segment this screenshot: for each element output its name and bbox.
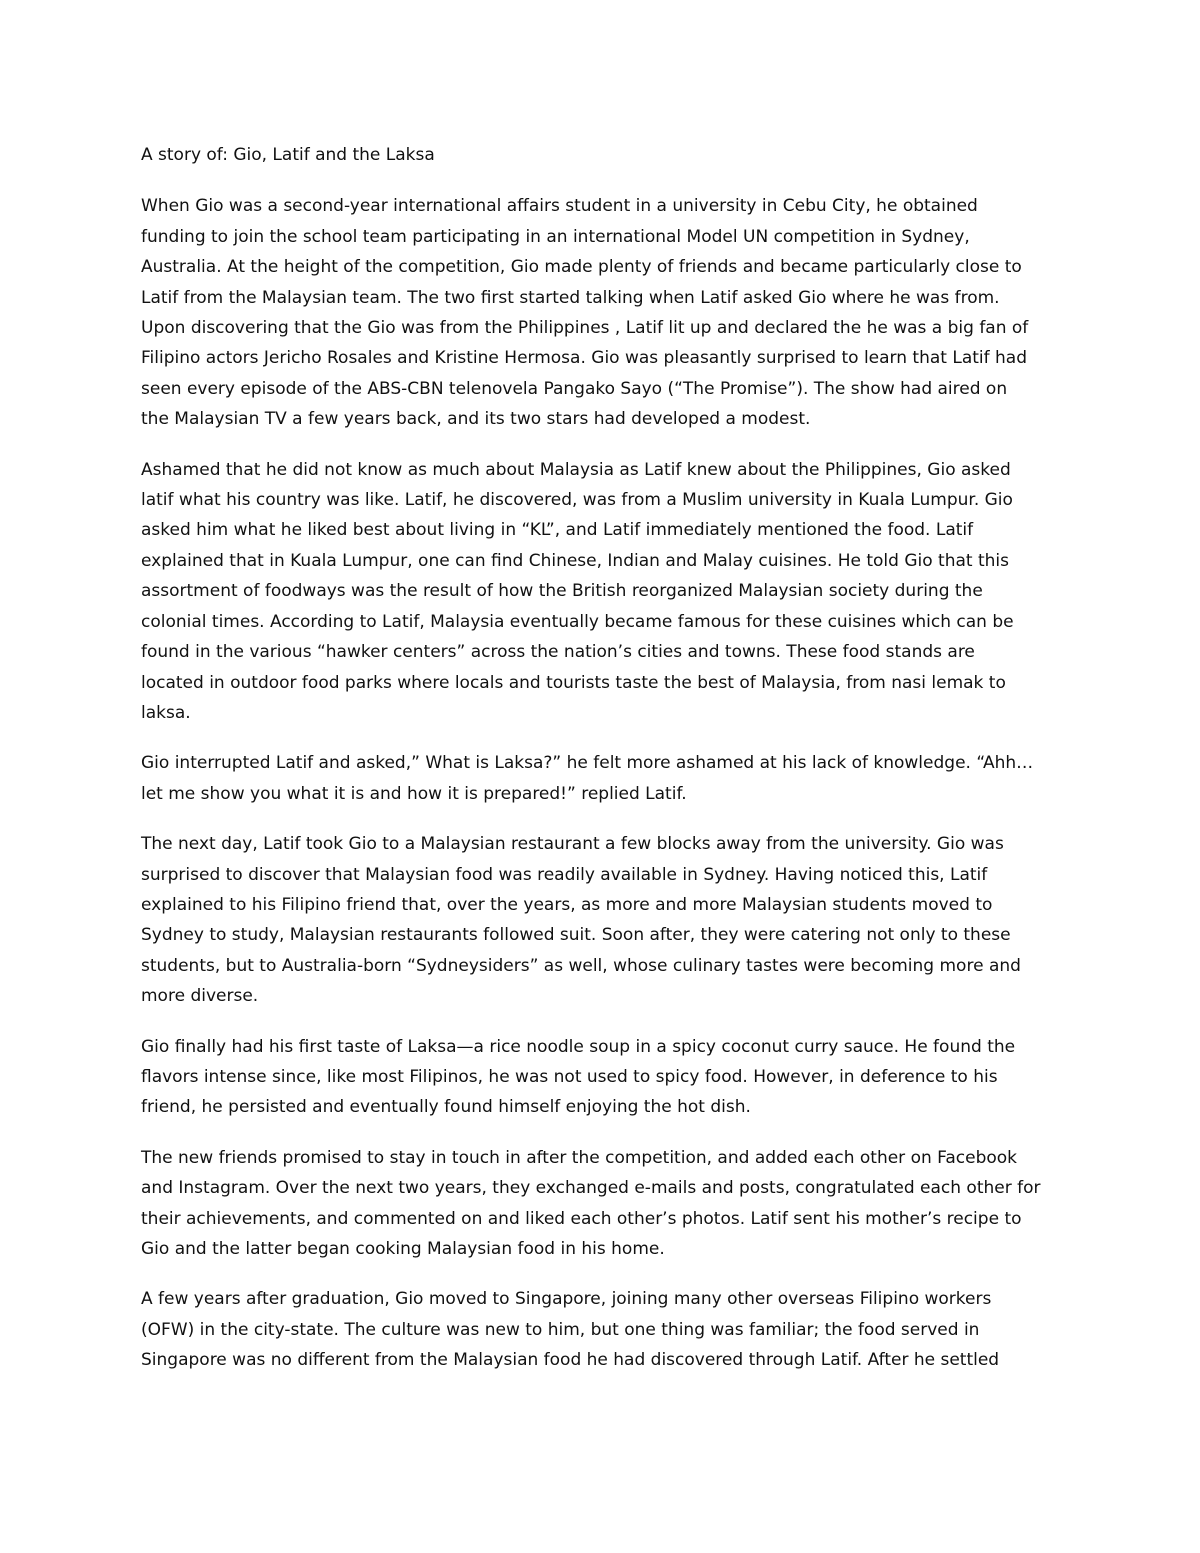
paragraph-line: Australia. At the height of the competition, Gio made plenty of friends and became particularly close to <box>141 257 1022 278</box>
paragraph-line: and Instagram. Over the next two years, they exchanged e-mails and posts, congratulated each other for <box>141 1178 1041 1199</box>
paragraph-line: laksa. <box>141 702 191 723</box>
paragraph <box>141 1143 1059 1265</box>
paragraph <box>141 1032 1059 1123</box>
paragraph-line: let me show you what it is and how it is prepared!” replied Latif. <box>141 783 687 804</box>
paragraph-line: friend, he persisted and eventually found himself enjoying the hot dish. <box>141 1097 751 1118</box>
document-body <box>141 140 1059 1396</box>
paragraph-line: found in the various “hawker centers” across the nation’s cities and towns. These food stands are <box>141 642 975 663</box>
paragraph-line: Sydney to study, Malaysian restaurants followed suit. Soon after, they were catering not only to these <box>141 925 1011 946</box>
paragraph <box>141 829 1059 1011</box>
paragraph-line: Filipino actors Jericho Rosales and Kristine Hermosa. Gio was pleasantly surprised to learn that Latif had <box>141 348 1027 369</box>
paragraph-line: Gio interrupted Latif and asked,” What is Laksa?” he felt more ashamed at his lack of knowledge. “Ahh… <box>141 753 1034 774</box>
paragraph-line: latif what his country was like. Latif, he discovered, was from a Muslim university in Kuala Lumpur. Gio <box>141 490 1013 511</box>
paragraph-line: surprised to discover that Malaysian food was readily available in Sydney. Having noticed this, Latif <box>141 864 988 885</box>
paragraph-line: asked him what he liked best about living in “KL”, and Latif immediately mentioned the food. Latif <box>141 520 974 541</box>
paragraph-line: assortment of foodways was the result of how the British reorganized Malaysian society during the <box>141 581 983 602</box>
paragraph-line: seen every episode of the ABS-CBN telenovela Pangako Sayo (“The Promise”). The show had aired on <box>141 378 1008 399</box>
paragraph-line: colonial times. According to Latif, Malaysia eventually became famous for these cuisines which can be <box>141 611 1014 632</box>
paragraph-line: Gio finally had his first taste of Laksa—a rice noodle soup in a spicy coconut curry sauce. He found the <box>141 1036 1016 1057</box>
paragraph-line: funding to join the school team participating in an international Model UN competition in Sydney, <box>141 226 970 247</box>
document-title: A story of: Gio, Latif and the Laksa <box>141 145 435 165</box>
paragraph-line: The new friends promised to stay in touch in after the competition, and added each other on Facebook <box>141 1147 1018 1168</box>
paragraph <box>141 1284 1059 1375</box>
paragraph-line: located in outdoor food parks where locals and tourists taste the best of Malaysia, from nasi lemak to <box>141 672 1006 693</box>
paragraph <box>141 455 1059 729</box>
paragraph-line: more diverse. <box>141 986 259 1007</box>
paragraph-line: their achievements, and commented on and liked each other’s photos. Latif sent his mother’s recipe to <box>141 1208 1022 1229</box>
paragraph-line: Gio and the latter began cooking Malaysian food in his home. <box>141 1239 665 1259</box>
paragraph-line: A few years after graduation, Gio moved to Singapore, joining many other overseas Filipino workers <box>141 1289 992 1310</box>
paragraph-line: explained that in Kuala Lumpur, one can find Chinese, Indian and Malay cuisines. He told Gio that this <box>141 550 1009 571</box>
paragraph-line: flavors intense since, like most Filipinos, he was not used to spicy food. However, in deference to his <box>141 1066 998 1087</box>
paragraph-line: students, but to Australia-born “Sydneysiders” as well, whose culinary tastes were becoming more and <box>141 955 1021 976</box>
paragraph-line: Latif from the Malaysian team. The two first started talking when Latif asked Gio where he was from. <box>141 287 1000 308</box>
paragraph-line: Singapore was no different from the Malaysian food he had discovered through Latif. After he settled <box>141 1350 1000 1371</box>
paragraph-line: When Gio was a second-year international affairs student in a university in Cebu City, he obtained <box>141 196 978 217</box>
paragraph <box>141 748 1059 809</box>
paragraph-line: the Malaysian TV a few years back, and its two stars had developed a modest. <box>141 409 811 430</box>
paragraph-line: Ashamed that he did not know as much about Malaysia as Latif knew about the Philippines, Gio asked <box>141 459 1011 480</box>
paragraph-line: The next day, Latif took Gio to a Malaysian restaurant a few blocks away from the university. Gio was <box>141 834 1004 855</box>
paragraph <box>141 191 1059 434</box>
paragraph-line: (OFW) in the city-state. The culture was new to him, but one thing was familiar; the food served in <box>141 1319 980 1340</box>
paragraph-line: Upon discovering that the Gio was from the Philippines , Latif lit up and declared the he was a big fan of <box>141 318 1029 339</box>
paragraph-line: explained to his Filipino friend that, over the years, as more and more Malaysian students moved to <box>141 894 993 915</box>
